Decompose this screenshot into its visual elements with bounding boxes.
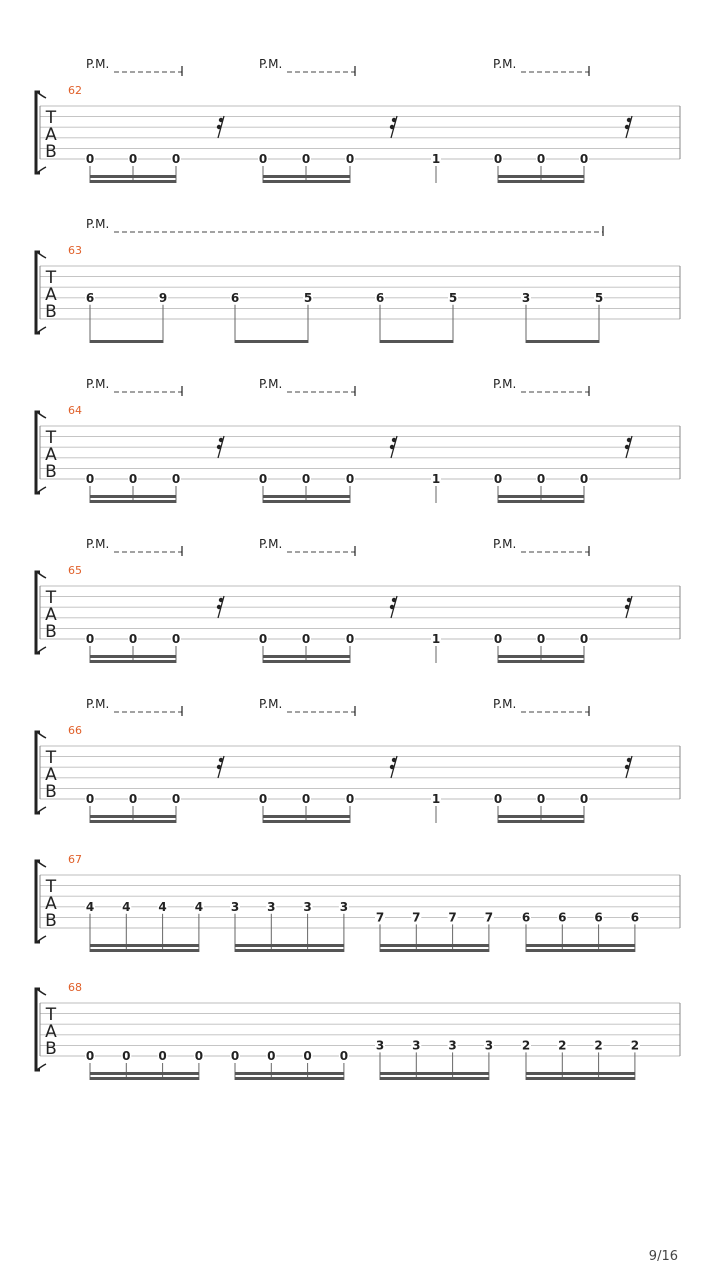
beam	[498, 495, 584, 498]
fret-number: 4	[122, 899, 131, 914]
bracket-hook-top	[37, 252, 46, 258]
fret-number: 0	[171, 792, 181, 806]
beam	[263, 495, 350, 498]
tab-system	[36, 57, 680, 183]
beam	[526, 1077, 635, 1080]
fret-number: 0	[128, 792, 138, 806]
fret-number: 0	[258, 632, 268, 646]
system-bracket	[36, 572, 40, 653]
beam	[526, 949, 635, 952]
fret-number: 2	[558, 1038, 567, 1053]
rest-flag-dot	[627, 598, 631, 602]
fret-number: 0	[85, 472, 95, 486]
beam	[263, 660, 350, 663]
measure-number: 63	[68, 244, 82, 257]
bracket-hook-top	[37, 412, 46, 418]
fret-number: 0	[345, 152, 355, 166]
fret-number: 0	[339, 1049, 349, 1063]
rest-flag-dot	[390, 445, 394, 449]
tab-system	[36, 853, 680, 952]
fret-number: 0	[85, 632, 95, 646]
tab-clef-letter: T	[45, 108, 57, 128]
rest-flag-dot	[392, 758, 396, 762]
tab-clef-letter: A	[45, 894, 57, 914]
bracket-hook-bottom	[37, 487, 46, 493]
palm-mute-label: P.M.	[86, 697, 110, 711]
beam	[90, 180, 176, 183]
fret-number: 0	[128, 632, 138, 646]
fret-number: 3	[230, 899, 240, 914]
tab-clef-letter: B	[45, 782, 57, 802]
system-bracket	[36, 989, 40, 1070]
fret-number: 3	[303, 899, 312, 914]
fret-number: 2	[630, 1038, 640, 1053]
fret-number: 6	[521, 910, 531, 925]
beam	[90, 949, 199, 952]
palm-mute-label: P.M.	[493, 377, 517, 391]
beam	[526, 1072, 635, 1075]
bracket-hook-top	[37, 732, 46, 738]
fret-number: 6	[85, 290, 95, 305]
measure-number: 65	[68, 564, 82, 577]
bracket-hook-top	[37, 572, 46, 578]
fret-number: 0	[128, 152, 138, 166]
measure-number: 68	[68, 981, 82, 994]
rest-flag-dot	[627, 438, 631, 442]
fret-number: 7	[448, 910, 457, 925]
tab-system	[36, 981, 680, 1080]
tab-system	[36, 537, 680, 663]
fret-number: 4	[85, 899, 95, 914]
tab-clef-letter: B	[45, 302, 57, 322]
fret-number: 3	[412, 1038, 421, 1053]
fret-number: 0	[301, 152, 311, 166]
beam	[263, 180, 350, 183]
fret-number: 9	[158, 290, 168, 305]
tab-clef-letter: B	[45, 1039, 57, 1059]
fret-number: 0	[128, 472, 138, 486]
rest-flag-dot	[625, 765, 629, 769]
fret-number: 0	[194, 1049, 204, 1063]
beam	[498, 500, 584, 503]
rest-flag-dot	[627, 118, 631, 122]
rest-flag-dot	[392, 598, 396, 602]
fret-number: 7	[412, 910, 421, 925]
palm-mute-label: P.M.	[259, 697, 283, 711]
fret-number: 6	[594, 910, 603, 925]
fret-number: 0	[536, 472, 546, 486]
beam	[235, 1072, 344, 1075]
rest-flag-dot	[625, 445, 629, 449]
fret-number: 0	[579, 792, 589, 806]
bracket-hook-top	[37, 92, 46, 98]
tab-clef-letter: T	[45, 1005, 57, 1025]
bracket-hook-bottom	[37, 647, 46, 653]
fret-number: 5	[303, 290, 313, 305]
fret-number: 0	[85, 792, 95, 806]
rest-flag-dot	[625, 605, 629, 609]
beam	[90, 1077, 199, 1080]
bracket-hook-bottom	[37, 936, 46, 942]
fret-number: 2	[594, 1038, 603, 1053]
palm-mute-label: P.M.	[493, 537, 517, 551]
rest-flag-dot	[219, 118, 223, 122]
fret-number: 0	[230, 1049, 240, 1063]
beam	[90, 175, 176, 178]
beam	[90, 655, 176, 658]
fret-number: 0	[258, 472, 268, 486]
fret-number: 5	[448, 290, 458, 305]
fret-number: 1	[431, 792, 441, 806]
rest-flag-dot	[390, 605, 394, 609]
beam	[263, 500, 350, 503]
tab-clef-letter: A	[45, 445, 57, 465]
fret-number: 1	[431, 472, 441, 486]
fret-number: 7	[375, 910, 385, 925]
fret-number: 0	[258, 792, 268, 806]
bracket-hook-bottom	[37, 1064, 46, 1070]
beam	[235, 944, 344, 947]
beam	[90, 944, 199, 947]
bracket-hook-bottom	[37, 327, 46, 333]
beam	[380, 340, 453, 343]
tab-clef-letter: T	[45, 877, 57, 897]
rest-flag-dot	[219, 758, 223, 762]
fret-number: 0	[493, 152, 503, 166]
rest-flag-dot	[390, 765, 394, 769]
fret-number: 4	[194, 899, 204, 914]
fret-number: 3	[339, 899, 349, 914]
rest-flag-dot	[219, 598, 223, 602]
fret-number: 0	[171, 632, 181, 646]
fret-number: 0	[171, 152, 181, 166]
fret-number: 1	[431, 152, 441, 166]
bracket-hook-top	[37, 861, 46, 867]
rest-flag-dot	[392, 118, 396, 122]
fret-number: 7	[484, 910, 494, 925]
beam	[235, 949, 344, 952]
palm-mute-label: P.M.	[86, 57, 110, 71]
beam	[498, 815, 584, 818]
beam	[263, 175, 350, 178]
tab-clef-letter: B	[45, 622, 57, 642]
beam	[380, 1077, 489, 1080]
palm-mute-label: P.M.	[259, 57, 283, 71]
beam	[263, 820, 350, 823]
fret-number: 0	[493, 472, 503, 486]
fret-number: 0	[579, 632, 589, 646]
fret-number: 0	[267, 1049, 276, 1063]
fret-number: 0	[345, 792, 355, 806]
fret-number: 0	[536, 152, 546, 166]
fret-number: 0	[579, 472, 589, 486]
system-bracket	[36, 732, 40, 813]
tab-clef-letter: A	[45, 1022, 57, 1042]
palm-mute-label: P.M.	[493, 57, 517, 71]
fret-number: 3	[267, 899, 276, 914]
tab-system	[36, 217, 680, 343]
fret-number: 0	[303, 1049, 312, 1063]
rest-flag-dot	[625, 125, 629, 129]
fret-number: 3	[484, 1038, 494, 1053]
fret-number: 0	[301, 792, 311, 806]
palm-mute-label: P.M.	[493, 697, 517, 711]
fret-number: 4	[158, 899, 167, 914]
tab-clef-letter: A	[45, 285, 57, 305]
fret-number: 0	[345, 472, 355, 486]
fret-number: 0	[301, 472, 311, 486]
fret-number: 0	[258, 152, 268, 166]
beam	[90, 500, 176, 503]
rest-flag-dot	[217, 125, 221, 129]
fret-number: 6	[375, 290, 385, 305]
tab-system	[36, 377, 680, 503]
fret-number: 6	[630, 910, 640, 925]
fret-number: 0	[493, 632, 503, 646]
fret-number: 0	[345, 632, 355, 646]
bracket-hook-bottom	[37, 807, 46, 813]
fret-number: 3	[448, 1038, 457, 1053]
beam	[235, 340, 308, 343]
fret-number: 0	[158, 1049, 167, 1063]
beam	[498, 655, 584, 658]
fret-number: 0	[579, 152, 589, 166]
beam	[90, 1072, 199, 1075]
rest-flag-dot	[392, 438, 396, 442]
rest-flag-dot	[217, 445, 221, 449]
fret-number: 2	[521, 1038, 531, 1053]
fret-number: 6	[230, 290, 240, 305]
tab-clef-letter: T	[45, 268, 57, 288]
rest-flag-dot	[390, 125, 394, 129]
system-bracket	[36, 412, 40, 493]
beam	[90, 660, 176, 663]
beam	[380, 944, 489, 947]
fret-number: 0	[171, 472, 181, 486]
fret-number: 0	[301, 632, 311, 646]
tab-clef-letter: T	[45, 588, 57, 608]
rest-flag-dot	[217, 765, 221, 769]
fret-number: 6	[558, 910, 567, 925]
system-bracket	[36, 861, 40, 942]
fret-number: 0	[536, 632, 546, 646]
system-bracket	[36, 92, 40, 173]
system-bracket	[36, 252, 40, 333]
tab-clef-letter: A	[45, 605, 57, 625]
beam	[498, 820, 584, 823]
measure-number: 64	[68, 404, 82, 417]
beam	[498, 175, 584, 178]
palm-mute-label: P.M.	[86, 377, 110, 391]
beam	[263, 815, 350, 818]
fret-number: 3	[375, 1038, 385, 1053]
rest-flag-dot	[217, 605, 221, 609]
tab-clef-letter: B	[45, 911, 57, 931]
tab-clef-letter: B	[45, 142, 57, 162]
beam	[90, 340, 163, 343]
palm-mute-label: P.M.	[259, 377, 283, 391]
fret-number: 0	[536, 792, 546, 806]
palm-mute-label: P.M.	[259, 537, 283, 551]
tab-clef-letter: B	[45, 462, 57, 482]
beam	[380, 1072, 489, 1075]
measure-number: 62	[68, 84, 82, 97]
bracket-hook-bottom	[37, 167, 46, 173]
fret-number: 0	[85, 152, 95, 166]
fret-number: 0	[122, 1049, 131, 1063]
tab-system	[36, 697, 680, 823]
fret-number: 3	[521, 290, 531, 305]
beam	[526, 944, 635, 947]
tab-clef-letter: A	[45, 765, 57, 785]
tab-clef-letter: A	[45, 125, 57, 145]
page-number: 9/16	[648, 1249, 678, 1264]
tab-clef-letter: T	[45, 748, 57, 768]
palm-mute-label: P.M.	[86, 537, 110, 551]
beam	[526, 340, 599, 343]
beam	[498, 660, 584, 663]
measure-number: 66	[68, 724, 82, 737]
beam	[90, 820, 176, 823]
beam	[380, 949, 489, 952]
beam	[263, 655, 350, 658]
fret-number: 0	[493, 792, 503, 806]
bracket-hook-top	[37, 989, 46, 995]
beam	[90, 495, 176, 498]
measure-number: 67	[68, 853, 82, 866]
fret-number: 1	[431, 632, 441, 646]
rest-flag-dot	[627, 758, 631, 762]
beam	[90, 815, 176, 818]
tab-clef-letter: T	[45, 428, 57, 448]
fret-number: 5	[594, 290, 604, 305]
fret-number: 0	[85, 1049, 95, 1063]
palm-mute-label: P.M.	[86, 217, 110, 231]
rest-flag-dot	[219, 438, 223, 442]
beam	[235, 1077, 344, 1080]
beam	[498, 180, 584, 183]
